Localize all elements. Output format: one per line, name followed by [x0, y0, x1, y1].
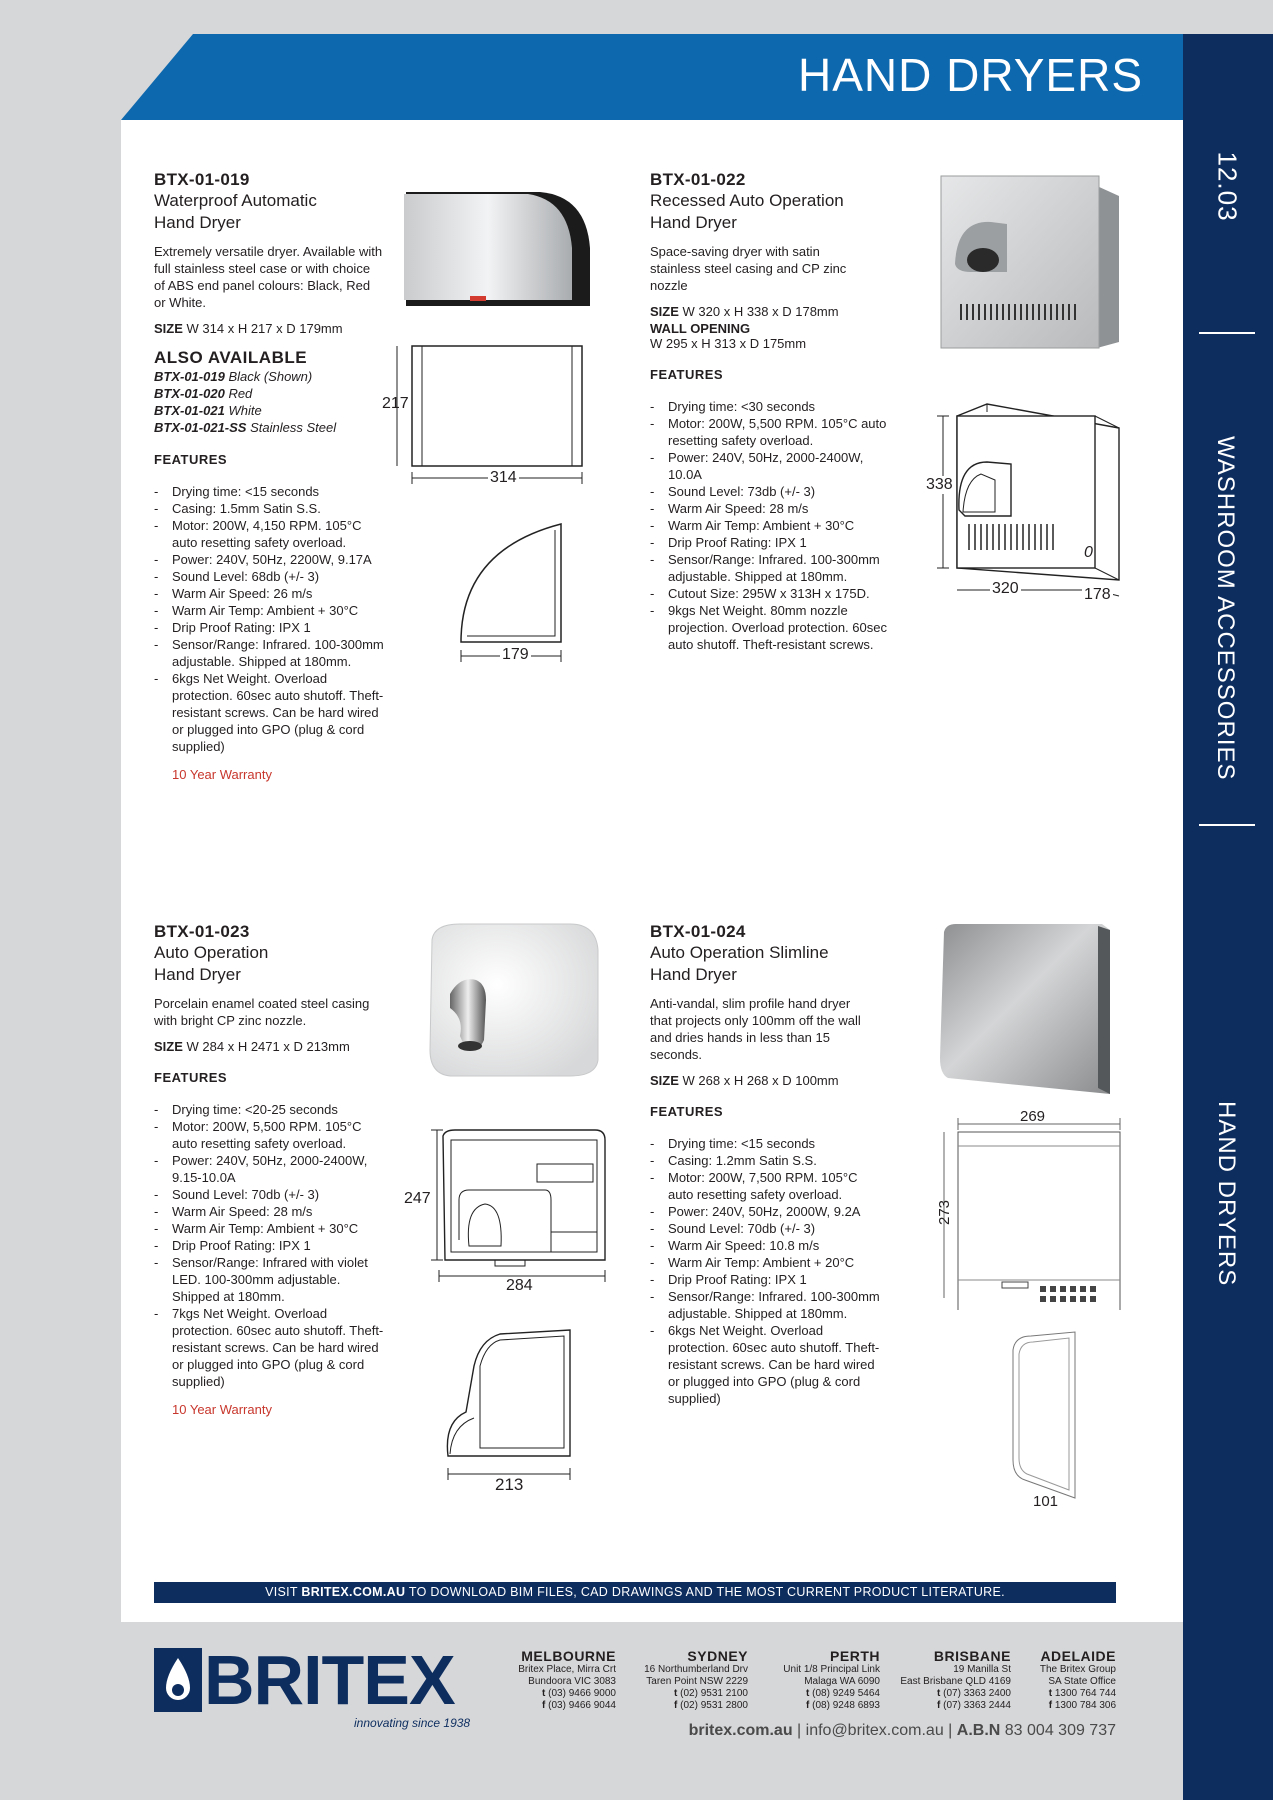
product-description: Porcelain enamel coated steel casing with bright CP zinc nozzle.	[154, 996, 370, 1028]
list-item: - Motor: 200W, 5,500 RPM. 105°C auto resetting safety overload.	[154, 1118, 384, 1152]
product-description: Anti-vandal, slim profile hand dryer that projects only 100mm off the wall and dries hands in less than 15 seconds.	[650, 996, 861, 1062]
list-item: - Drip Proof Rating: IPX 1	[154, 1237, 384, 1254]
list-item: - Sound Level: 68db (+/- 3)	[154, 568, 384, 585]
list-item: - Drying time: <20-25 seconds	[154, 1101, 384, 1118]
product-name: Auto Operation	[154, 943, 269, 962]
list-item: - Motor: 200W, 5,500 RPM. 105°C auto resetting safety overload.	[650, 415, 890, 449]
email-link[interactable]: info@britex.com.au	[805, 1722, 944, 1739]
list-item: - Warm Air Speed: 10.8 m/s	[650, 1237, 880, 1254]
list-item: - Drying time: <15 seconds	[154, 483, 384, 500]
list-item: - Sound Level: 70db (+/- 3)	[650, 1220, 880, 1237]
dimension-depth: 178	[1084, 586, 1111, 603]
britex-logo	[154, 1641, 484, 1730]
contact-line: britex.com.au | info@britex.com.au | A.B.N 83 004 309 737	[688, 1722, 1116, 1739]
warranty-note: 10 Year Warranty	[172, 1402, 272, 1417]
list-item: - Casing: 1.5mm Satin S.S.	[154, 500, 384, 517]
list-item: - Warm Air Speed: 28 m/s	[650, 500, 890, 517]
office-melbourne: MELBOURNE Britex Place, Mirra Crt Bundoora VIC 3083 t (03) 9466 9000 f (03) 9466 9044	[518, 1648, 616, 1711]
sidebar-category-label: HAND DRYERS	[1213, 1101, 1240, 1287]
dimension-width: 284	[506, 1277, 533, 1294]
list-item: - Drip Proof Rating: IPX 1	[650, 1271, 880, 1288]
dimension-depth: 101	[1033, 1493, 1059, 1510]
features-list	[650, 398, 890, 653]
features-heading: FEATURES	[650, 1104, 724, 1119]
list-item: - Warm Air Speed: 28 m/s	[154, 1203, 384, 1220]
list-item: BTX-01-021-SS Stainless Steel	[154, 420, 337, 435]
list-item: - Sound Level: 73db (+/- 3)	[650, 483, 890, 500]
product-size: SIZE W 284 x H 2471 x D 213mm	[154, 1039, 350, 1054]
front-view-btx-01-023	[425, 1120, 610, 1290]
features-heading: FEATURES	[650, 367, 724, 382]
also-available-list	[154, 368, 384, 436]
list-item: - Cutout Size: 295W x 313H x 175D.	[650, 585, 890, 602]
list-item: - 7kgs Net Weight. Overload protection. 60sec auto shutoff. Theft-resistant screws. Can be hard wired or plugged into GPO (plug & cord supplied)	[154, 1305, 384, 1390]
product-name: Recessed Auto Operation	[650, 191, 844, 210]
product-name: Hand Dryer	[154, 965, 241, 984]
features-heading: FEATURES	[154, 452, 228, 467]
product-code: BTX-01-024	[650, 922, 746, 941]
product-photo-btx-01-019	[400, 188, 595, 316]
list-item: - Power: 240V, 50Hz, 2000W, 9.2A	[650, 1203, 880, 1220]
features-heading: FEATURES	[154, 1070, 228, 1085]
list-item: - Power: 240V, 50Hz, 2200W, 9.17A	[154, 551, 384, 568]
product-description: Space-saving dryer with satin stainless steel casing and CP zinc nozzle	[650, 244, 847, 293]
dimension-marker: 0	[1084, 544, 1093, 561]
list-item: - Warm Air Temp: Ambient + 30°C	[650, 517, 890, 534]
product-name: Auto Operation Slimline	[650, 943, 829, 962]
front-view-btx-01-022	[935, 400, 1125, 610]
office-adelaide: ADELAIDE The Britex Group SA State Office t 1300 764 744 f 1300 784 306	[1039, 1648, 1116, 1711]
list-item: - Warm Air Speed: 26 m/s	[154, 585, 384, 602]
product-name: Hand Dryer	[650, 213, 737, 232]
front-view-btx-01-019	[380, 340, 590, 490]
side-view-btx-01-023	[440, 1326, 575, 1496]
product-btx-01-019	[154, 170, 384, 782]
list-item: - 9kgs Net Weight. 80mm nozzle projection. Overload protection. 60sec auto shutoff. Theft-resistant screws.	[650, 602, 890, 653]
list-item: - Drip Proof Rating: IPX 1	[650, 534, 890, 551]
office-perth: PERTH Unit 1/8 Principal Link Malaga WA 6090 t (08) 9249 5464 f (08) 9248 6893	[783, 1648, 880, 1711]
dimension-height: 247	[404, 1190, 431, 1207]
dimension-width: 269	[1020, 1108, 1046, 1125]
list-item: - Motor: 200W, 7,500 RPM. 105°C auto resetting safety overload.	[650, 1169, 880, 1203]
side-view-btx-01-024	[1005, 1330, 1095, 1500]
front-view-btx-01-024	[930, 1110, 1125, 1310]
page-header	[121, 34, 1183, 120]
product-btx-01-022	[650, 170, 890, 653]
sidebar-divider	[1199, 824, 1255, 826]
features-list	[154, 1101, 384, 1390]
list-item: - Drying time: <30 seconds	[650, 398, 890, 415]
product-size: SIZE W 320 x H 338 x D 178mm	[650, 304, 839, 319]
list-item: - Sensor/Range: Infrared. 100-300mm adjustable. Shipped at 180mm.	[650, 551, 890, 585]
wall-opening: WALL OPENING W 295 x H 313 x D 175mm	[650, 321, 807, 351]
list-item: - 6kgs Net Weight. Overload protection. 60sec auto shutoff. Theft-resistant screws. Can be hard wired or plugged into GPO (plug & cord supplied)	[154, 670, 384, 755]
list-item: - 6kgs Net Weight. Overload protection. 60sec auto shutoff. Theft-resistant screws. Can be hard wired or plugged into GPO (plug & cord supplied)	[650, 1322, 880, 1407]
office-brisbane: BRISBANE 19 Manilla St East Brisbane QLD 4169 t (07) 3363 2400 f (07) 3363 2444	[900, 1648, 1011, 1711]
website-link[interactable]: BRITEX.COM.AU	[301, 1585, 406, 1599]
features-list	[154, 483, 384, 755]
list-item: - Sensor/Range: Infrared. 100-300mm adjustable. Shipped at 180mm.	[154, 636, 384, 670]
list-item: BTX-01-021 White	[154, 403, 262, 418]
product-size: SIZE W 268 x H 268 x D 100mm	[650, 1073, 839, 1088]
product-code: BTX-01-023	[154, 922, 250, 941]
sidebar-divider	[1199, 332, 1255, 334]
list-item: BTX-01-019 Black (Shown)	[154, 369, 313, 384]
dimension-height: 217	[382, 395, 409, 412]
office-sydney: SYDNEY 16 Northumberland Drv Taren Point NSW 2229 t (02) 9531 2100 f (02) 9531 2800	[644, 1648, 748, 1711]
dimension-height: 338	[926, 476, 953, 493]
list-item: - Power: 240V, 50Hz, 2000-2400W, 10.0A	[650, 449, 890, 483]
list-item: - Power: 240V, 50Hz, 2000-2400W, 9.15-10.0A	[154, 1152, 384, 1186]
abn-number: 83 004 309 737	[1004, 1722, 1116, 1739]
product-btx-01-024	[650, 922, 890, 1407]
list-item: - Warm Air Temp: Ambient + 20°C	[650, 1254, 880, 1271]
page-number: 12.03	[1212, 151, 1243, 222]
top-band	[0, 0, 1273, 34]
list-item: - Sensor/Range: Infrared with violet LED. 100-300mm adjustable. Shipped at 180mm.	[154, 1254, 384, 1305]
download-banner: VISIT BRITEX.COM.AU TO DOWNLOAD BIM FILES, CAD DRAWINGS AND THE MOST CURRENT PRODUCT LITERATURE.	[154, 1582, 1116, 1603]
product-photo-btx-01-024	[930, 918, 1115, 1098]
dimension-depth: 179	[502, 646, 529, 663]
brand-tagline: innovating since 1938	[354, 1716, 471, 1730]
list-item: - Casing: 1.2mm Satin S.S.	[650, 1152, 880, 1169]
dimension-width: 314	[490, 469, 517, 486]
list-item: - Motor: 200W, 4,150 RPM. 105°C auto resetting safety overload.	[154, 517, 384, 551]
brand-name: BRITEX	[204, 1641, 455, 1719]
dimension-depth: 213	[495, 1475, 524, 1494]
product-photo-btx-01-023	[420, 920, 605, 1080]
list-item: - Warm Air Temp: Ambient + 30°C	[154, 1220, 384, 1237]
product-code: BTX-01-022	[650, 170, 746, 189]
product-description: Extremely versatile dryer. Available with full stainless steel case or with choice of ABS end panel colours: Black, Red or White.	[154, 244, 383, 310]
dimension-width: 320	[992, 580, 1019, 597]
product-photo-btx-01-022	[935, 172, 1125, 362]
dimension-height: 273	[936, 1199, 954, 1226]
product-code: BTX-01-019	[154, 170, 250, 189]
features-list	[650, 1135, 880, 1407]
website-link[interactable]: britex.com.au	[688, 1722, 793, 1739]
list-item: BTX-01-020 Red	[154, 386, 253, 401]
warranty-note: 10 Year Warranty	[172, 767, 272, 782]
product-btx-01-023	[154, 922, 384, 1417]
logo-drop-icon	[154, 1646, 204, 1716]
product-name: Hand Dryer	[154, 213, 241, 232]
list-item: - Sensor/Range: Infrared. 100-300mm adjustable. Shipped at 180mm.	[650, 1288, 880, 1322]
product-size: SIZE W 314 x H 217 x D 179mm	[154, 321, 343, 336]
also-available-heading: ALSO AVAILABLE	[154, 348, 308, 367]
page-title: HAND DRYERS	[798, 49, 1143, 101]
product-name: Hand Dryer	[650, 965, 737, 984]
sidebar-section-label: WASHROOM ACCESSORIES	[1212, 436, 1239, 781]
list-item: - Drip Proof Rating: IPX 1	[154, 619, 384, 636]
product-name: Waterproof Automatic	[154, 191, 317, 210]
list-item: - Drying time: <15 seconds	[650, 1135, 880, 1152]
list-item: - Warm Air Temp: Ambient + 30°C	[154, 602, 384, 619]
list-item: - Sound Level: 70db (+/- 3)	[154, 1186, 384, 1203]
section-sidebar	[1183, 34, 1273, 1800]
